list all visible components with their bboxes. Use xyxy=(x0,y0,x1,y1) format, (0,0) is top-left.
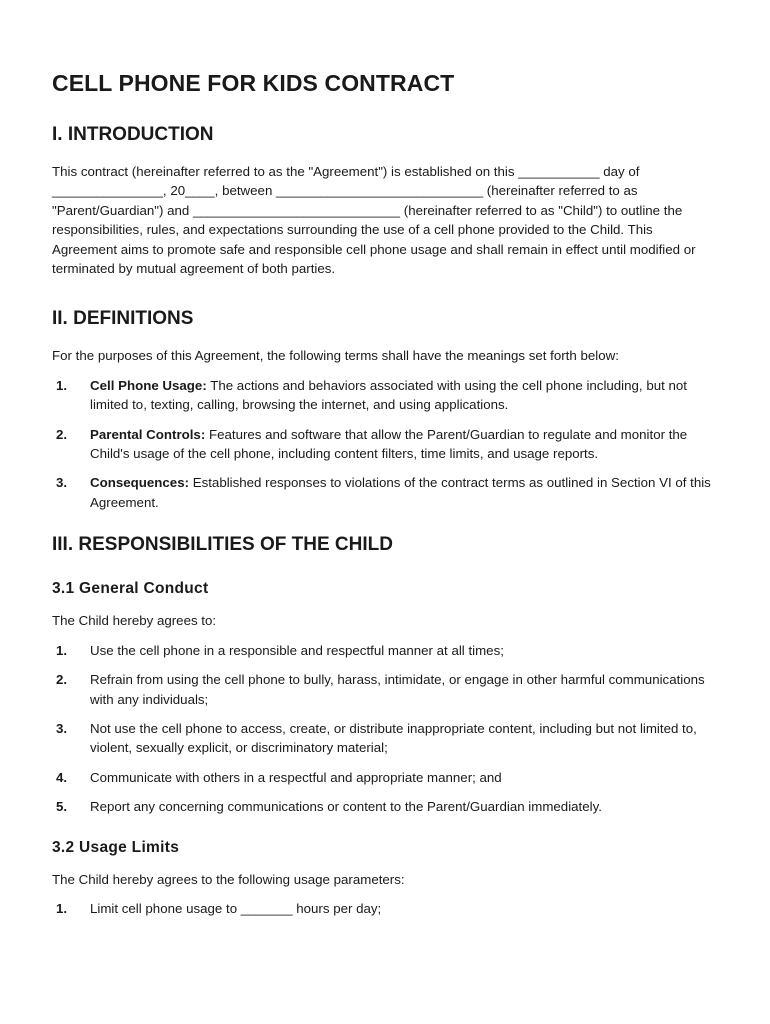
general-conduct-lead: The Child hereby agrees to: xyxy=(52,613,217,629)
list-item xyxy=(52,473,716,512)
list-text xyxy=(90,425,716,464)
definitions-list xyxy=(52,376,716,512)
list-item xyxy=(52,425,716,464)
list-number: 3. xyxy=(56,720,68,736)
general-conduct-subsection xyxy=(52,580,716,816)
definition-text: Features and software that allow the Parent/Guardian to regulate and monitor the Child's usage of the cell phone, including content filters, time limits, and usage reports. xyxy=(90,426,688,462)
definition-term: Parental Controls: xyxy=(90,426,206,442)
responsibilities-section xyxy=(52,534,716,918)
usage-limits-heading: 3.2 Usage Limits xyxy=(52,838,180,856)
list-text: Report any concerning communications or content to the Parent/Guardian immediately. xyxy=(90,799,602,815)
list-text: Not use the cell phone to access, create, or distribute inappropriate content, including but not limited to, violent, sexually explicit, or discriminatory material; xyxy=(90,720,697,756)
list-text: Communicate with others in a respectful and appropriate manner; and xyxy=(90,769,502,785)
list-item xyxy=(52,899,716,918)
list-text: Refrain from using the cell phone to bully, harass, intimidate, or engage in other harmful communications with any individuals; xyxy=(90,672,705,707)
introduction-text: This contract (hereinafter referred to as the "Agreement") is established on this ___________ day of _______________, 20____, between ____________________________ (hereinafter referred to as "Parent/Guardian") and ____________________________ (hereinafter referred to as "Child") to outline the responsibilities, rules, and expectations surrounding the use of a cell phone provided to the Child. This Agreement aims to promote safe and responsible cell phone usage and shall remain in effect until modified or terminated by mutual agreement of both parties. xyxy=(52,164,696,277)
usage-limits-subsection xyxy=(52,839,716,919)
list-number: 1. xyxy=(56,377,68,393)
document-body xyxy=(52,124,716,928)
list-item xyxy=(52,719,716,758)
general-conduct-heading: 3.1 General Conduct xyxy=(52,580,209,598)
definition-text: Established responses to violations of the contract terms as outlined in Section VI of this Agreement. xyxy=(90,475,711,510)
list-item xyxy=(52,641,716,660)
list-item xyxy=(52,797,716,816)
introduction-section xyxy=(52,124,716,278)
list-text xyxy=(90,473,716,512)
list-number: 2. xyxy=(56,672,68,688)
list-item xyxy=(52,670,716,709)
usage-limits-lead: The Child hereby agrees to the following usage parameters: xyxy=(52,871,405,887)
definitions-heading: II. DEFINITIONS xyxy=(52,308,194,330)
definition-term: Consequences: xyxy=(90,475,190,491)
responsibilities-heading: III. RESPONSIBILITIES OF THE CHILD xyxy=(52,534,393,556)
list-number: 1. xyxy=(56,642,68,658)
introduction-heading: I. INTRODUCTION xyxy=(52,124,214,145)
general-conduct-list xyxy=(52,641,716,817)
document-title: CELL PHONE FOR KIDS CONTRACT xyxy=(52,70,455,96)
list-item xyxy=(52,768,716,787)
list-text: Limit cell phone usage to _______ hours per day; xyxy=(90,900,382,916)
definition-term: Cell Phone Usage: xyxy=(90,377,207,393)
list-number: 1. xyxy=(56,900,68,916)
definition-text: The actions and behaviors associated with using the cell phone including, but not limited to, texting, calling, browsing the internet, and using applications. xyxy=(90,377,687,413)
list-text: Use the cell phone in a responsible and respectful manner at all times; xyxy=(90,642,504,658)
list-number: 5. xyxy=(56,799,68,815)
list-item xyxy=(52,376,716,415)
list-number: 3. xyxy=(56,475,68,491)
list-text xyxy=(90,376,716,415)
usage-limits-list xyxy=(52,899,716,918)
list-number: 4. xyxy=(56,769,68,785)
definitions-lead: For the purposes of this Agreement, the following terms shall have the meanings set forth below: xyxy=(52,348,619,364)
list-number: 2. xyxy=(56,426,68,442)
definitions-section xyxy=(52,308,716,512)
